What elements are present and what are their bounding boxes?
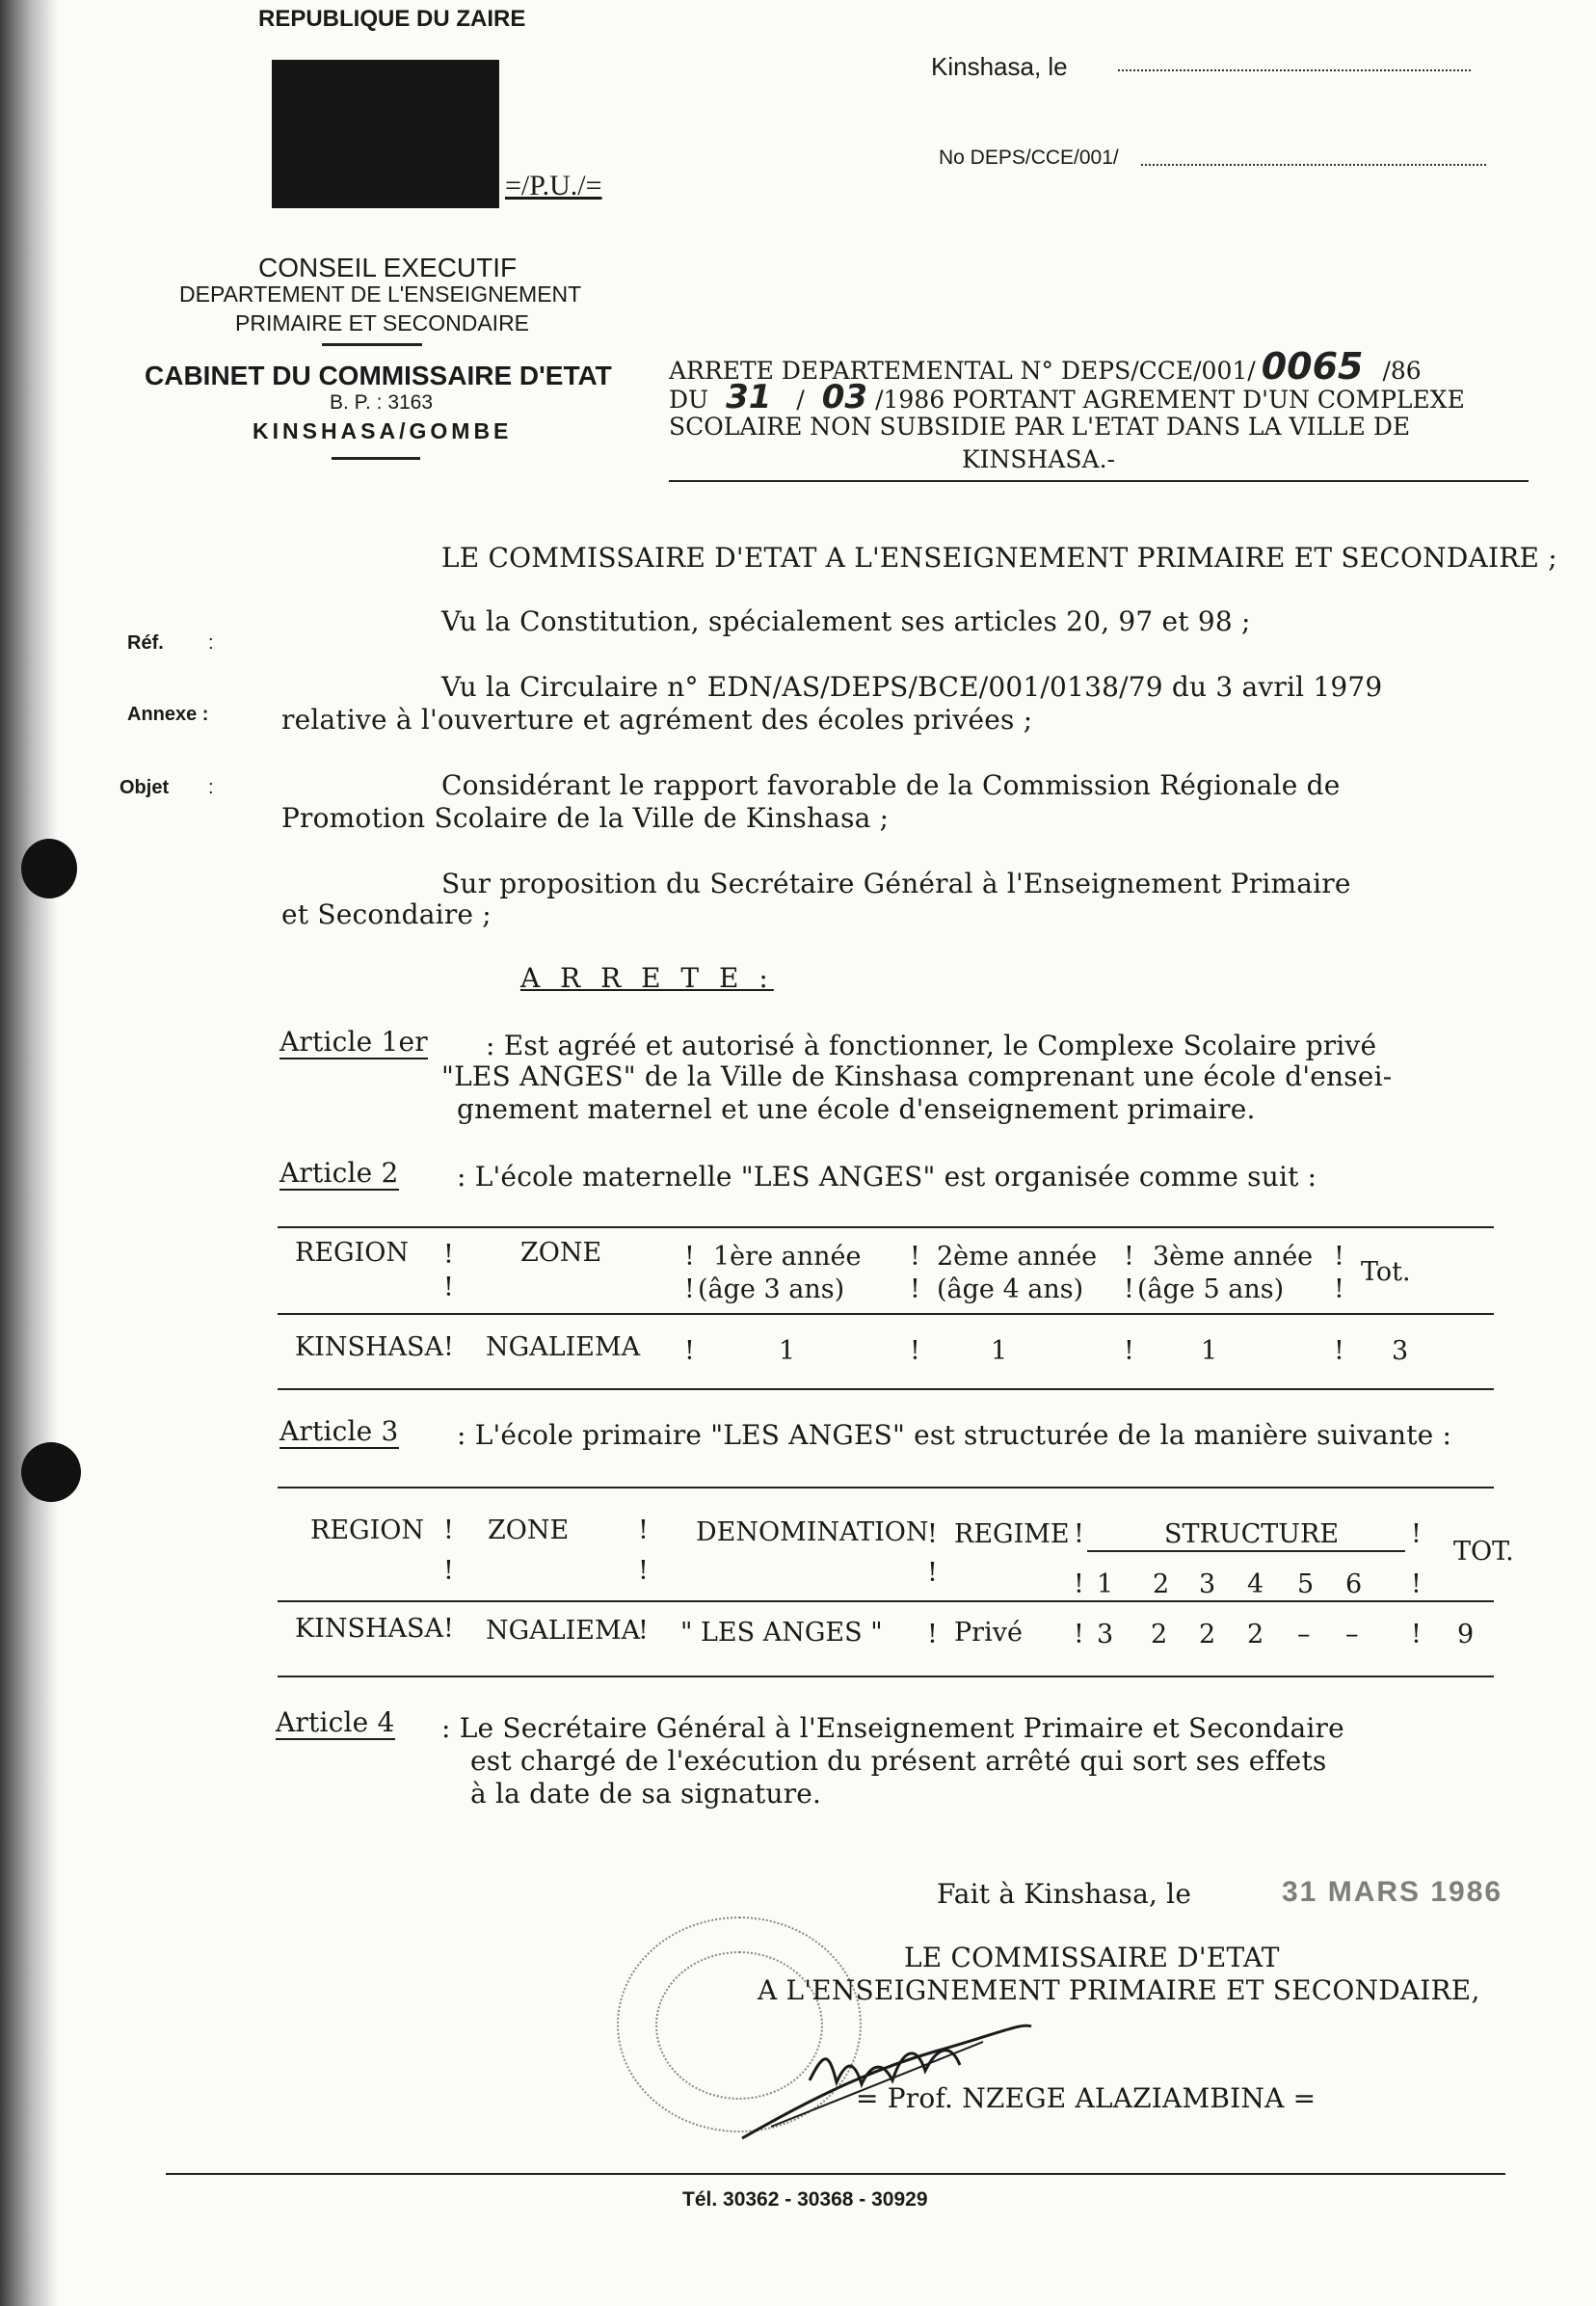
article4-line2: est chargé de l'exécution du présent arrêté qui sort ses effets [470,1745,1327,1777]
t2-row-count-5: – [1297,1620,1311,1649]
t2-sep: ! [443,1556,454,1586]
t2-grade-2: 2 [1153,1569,1170,1599]
signatory-title-1: LE COMMISSAIRE D'ETAT [904,1942,1280,1973]
article1-line3: gnement maternel et une école d'enseignement primaire. [457,1093,1256,1125]
t1-sep: ! [1334,1274,1344,1304]
preamble-authority: LE COMMISSAIRE D'ETAT A L'ENSEIGNEMENT PRIMAIRE ET SECONDAIRE ; [441,542,1557,574]
t2-sep: ! [927,1620,938,1649]
country-name: REPUBLIQUE DU ZAIRE [258,6,526,32]
t1-row-year3: 1 [1201,1336,1218,1366]
t2-row-count-2: 2 [1151,1620,1168,1649]
t2-sep: ! [1411,1620,1422,1649]
title-line-4: KINSHASA.- [962,445,1115,473]
article4-line3: à la date de sa signature. [470,1778,822,1810]
t1-row-year2: 1 [991,1336,1008,1366]
date-stamp: 31 MARS 1986 [1282,1876,1503,1908]
reference-dotted-line [1141,164,1486,166]
t2-header-structure: STRUCTURE [1164,1519,1340,1549]
place-date-label: Kinshasa, le [931,52,1068,81]
t1-row-total: 3 [1392,1336,1409,1366]
department-line-2: PRIMAIRE ET SECONDAIRE [235,310,530,335]
decree-month-handwritten: 03 [821,378,868,416]
article4-line1: : Le Secrétaire Général à l'Enseignement Primaire et Secondaire [441,1712,1344,1744]
title-line2-sep: / [796,386,805,414]
title-underline [669,480,1529,482]
letterhead-rule [322,343,422,346]
t2-header-zone: ZONE [488,1515,570,1545]
t1-row-region: KINSHASA [295,1332,443,1362]
t2-sep: ! [638,1556,649,1586]
t1-header-year3-b: (âge 5 ans) [1137,1274,1285,1304]
t2-sep: ! [1411,1569,1422,1599]
table2-mid-rule [278,1600,1494,1602]
t2-sep: ! [1074,1620,1084,1649]
t2-sep: ! [1074,1569,1084,1599]
t2-grade-6: 6 [1345,1569,1363,1599]
article2-label: Article 2 [279,1157,399,1189]
t2-grade-1: 1 [1097,1569,1114,1599]
annexe-label: Annexe : [127,704,209,725]
t1-header-year1-b: (âge 3 ans) [698,1274,845,1304]
preamble-report-1: Considérant le rapport favorable de la Commission Régionale de [441,769,1341,801]
t1-sep: ! [1124,1336,1134,1366]
t1-row-year1: 1 [779,1336,796,1366]
done-at-label: Fait à Kinshasa, le [937,1878,1192,1910]
t1-sep: ! [684,1336,695,1366]
footer-phones: Tél. 30362 - 30368 - 30929 [682,2188,928,2211]
t1-header-year2-a: 2ème année [937,1242,1098,1272]
date-dotted-line [1118,69,1471,71]
t2-sep: ! [927,1558,938,1588]
t1-header-year1-a: 1ère année [713,1242,862,1272]
title-line2-suffix: /1986 PORTANT AGREMENT D'UN COMPLEXE [875,386,1465,414]
t2-sep: ! [443,1515,454,1545]
t2-header-total: TOT. [1453,1537,1514,1567]
preamble-constitution: Vu la Constitution, spécialement ses articles 20, 97 et 98 ; [441,605,1251,637]
article3-label: Article 3 [279,1415,399,1447]
t2-row-total: 9 [1457,1620,1475,1649]
t1-row-zone: NGALIEMA [486,1332,641,1362]
t2-row-count-3: 2 [1199,1620,1216,1649]
footer-rule [166,2173,1505,2175]
pu-mark: =/P.U./= [505,170,602,201]
structure-underline [1087,1550,1405,1552]
t2-sep: ! [443,1614,454,1644]
city-name: KINSHASA/GOMBE [253,418,513,443]
table1-top-rule [278,1226,1494,1228]
t1-header-year3-a: 3ème année [1153,1242,1314,1272]
table2-top-rule [278,1487,1494,1488]
t1-sep: ! [443,1332,454,1362]
t1-sep: ! [910,1242,920,1272]
article1-line2: "LES ANGES" de la Ville de Kinshasa comprenant une école d'ensei- [441,1060,1393,1092]
po-box: B. P. : 3163 [330,391,434,414]
t2-header-regime: REGIME [954,1519,1070,1549]
ref-label: Réf. [127,632,164,654]
t2-grade-3: 3 [1199,1569,1216,1599]
t2-row-denomination: " LES ANGES " [680,1618,883,1648]
title-line2-prefix: DU [669,386,709,414]
title-line-3: SCOLAIRE NON SUBSIDIE PAR L'ETAT DANS LA VILLE DE [669,413,1411,441]
t1-sep: ! [1334,1336,1344,1366]
t2-grade-5: 5 [1297,1569,1315,1599]
signatory-title-2: A L'ENSEIGNEMENT PRIMAIRE ET SECONDAIRE, [758,1974,1480,2006]
preamble-circular-2: relative à l'ouverture et agrément des écoles privées ; [281,704,1033,736]
t2-row-region: KINSHASA [295,1614,443,1644]
t2-row-zone: NGALIEMA [486,1616,641,1646]
t1-sep: ! [1334,1242,1344,1272]
title-line1-prefix: ARRETE DEPARTEMENTAL N° DEPS/CCE/001/ [669,357,1256,385]
t2-sep: ! [638,1616,649,1646]
article3-text: : L'école primaire "LES ANGES" est structurée de la manière suivante : [457,1419,1452,1451]
scan-edge-shadow [0,0,58,2306]
t2-header-region: REGION [310,1515,425,1545]
reference-number-label: No DEPS/CCE/001/ [939,147,1119,169]
t1-sep: ! [1124,1242,1134,1272]
redacted-emblem [272,60,499,208]
preamble-proposal-2: et Secondaire ; [281,898,492,930]
t2-row-regime: Privé [954,1618,1023,1648]
preamble-circular-1: Vu la Circulaire n° EDN/AS/DEPS/BCE/001/0138/79 du 3 avril 1979 [441,671,1383,703]
t2-sep: ! [1411,1519,1422,1549]
objet-colon: : [208,777,214,798]
t2-row-count-1: 3 [1097,1620,1114,1649]
t1-sep: ! [684,1274,695,1304]
t1-header-region: REGION [295,1238,410,1268]
objet-label: Objet [120,777,170,798]
title-line1-suffix: /86 [1382,357,1422,385]
t2-header-denomination: DENOMINATION [696,1517,929,1547]
t2-sep: ! [1074,1519,1084,1549]
council-name: CONSEIL EXECUTIF [258,253,518,282]
table2-bottom-rule [278,1676,1494,1677]
table1-mid-rule [278,1313,1494,1315]
article1-line1: : Est agréé et autorisé à fonctionner, le Complexe Scolaire privé [486,1030,1377,1061]
ref-mark: : [208,632,214,654]
city-rule [332,457,420,460]
preamble-report-2: Promotion Scolaire de la Ville de Kinshasa ; [281,802,890,834]
t1-sep: ! [1124,1274,1134,1304]
decree-number-handwritten: 0065 [1261,345,1364,388]
t2-sep: ! [638,1515,649,1545]
t1-sep: ! [443,1240,454,1270]
decree-day-handwritten: 31 [726,378,772,416]
department-line-1: DEPARTEMENT DE L'ENSEIGNEMENT [179,282,582,307]
article1-label: Article 1er [279,1026,428,1058]
handwritten-signature [732,2013,1041,2148]
t1-sep: ! [443,1273,454,1302]
t2-row-count-6: – [1345,1620,1359,1649]
punch-hole-top [21,839,77,898]
t1-header-zone: ZONE [520,1238,602,1268]
article4-label: Article 4 [276,1706,395,1738]
article2-text: : L'école maternelle "LES ANGES" est organisée comme suit : [457,1161,1317,1193]
decree-word: A R R E T E : [520,962,774,994]
signatory-name: = Prof. NZEGE ALAZIAMBINA = [856,2082,1317,2114]
table1-bottom-rule [278,1388,1494,1390]
preamble-proposal-1: Sur proposition du Secrétaire Général à l'Enseignement Primaire [441,868,1351,899]
t1-header-year2-b: (âge 4 ans) [937,1274,1084,1304]
t2-row-count-4: 2 [1247,1620,1264,1649]
t1-sep: ! [910,1274,920,1304]
punch-hole-bottom [21,1442,81,1502]
t1-sep: ! [910,1336,920,1366]
t2-grade-4: 4 [1247,1569,1264,1599]
t1-header-total: Tot. [1361,1257,1411,1287]
t1-sep: ! [684,1242,695,1272]
cabinet-name: CABINET DU COMMISSAIRE D'ETAT [145,361,612,390]
t2-sep: ! [927,1519,938,1549]
title-line-2 [669,378,1465,416]
